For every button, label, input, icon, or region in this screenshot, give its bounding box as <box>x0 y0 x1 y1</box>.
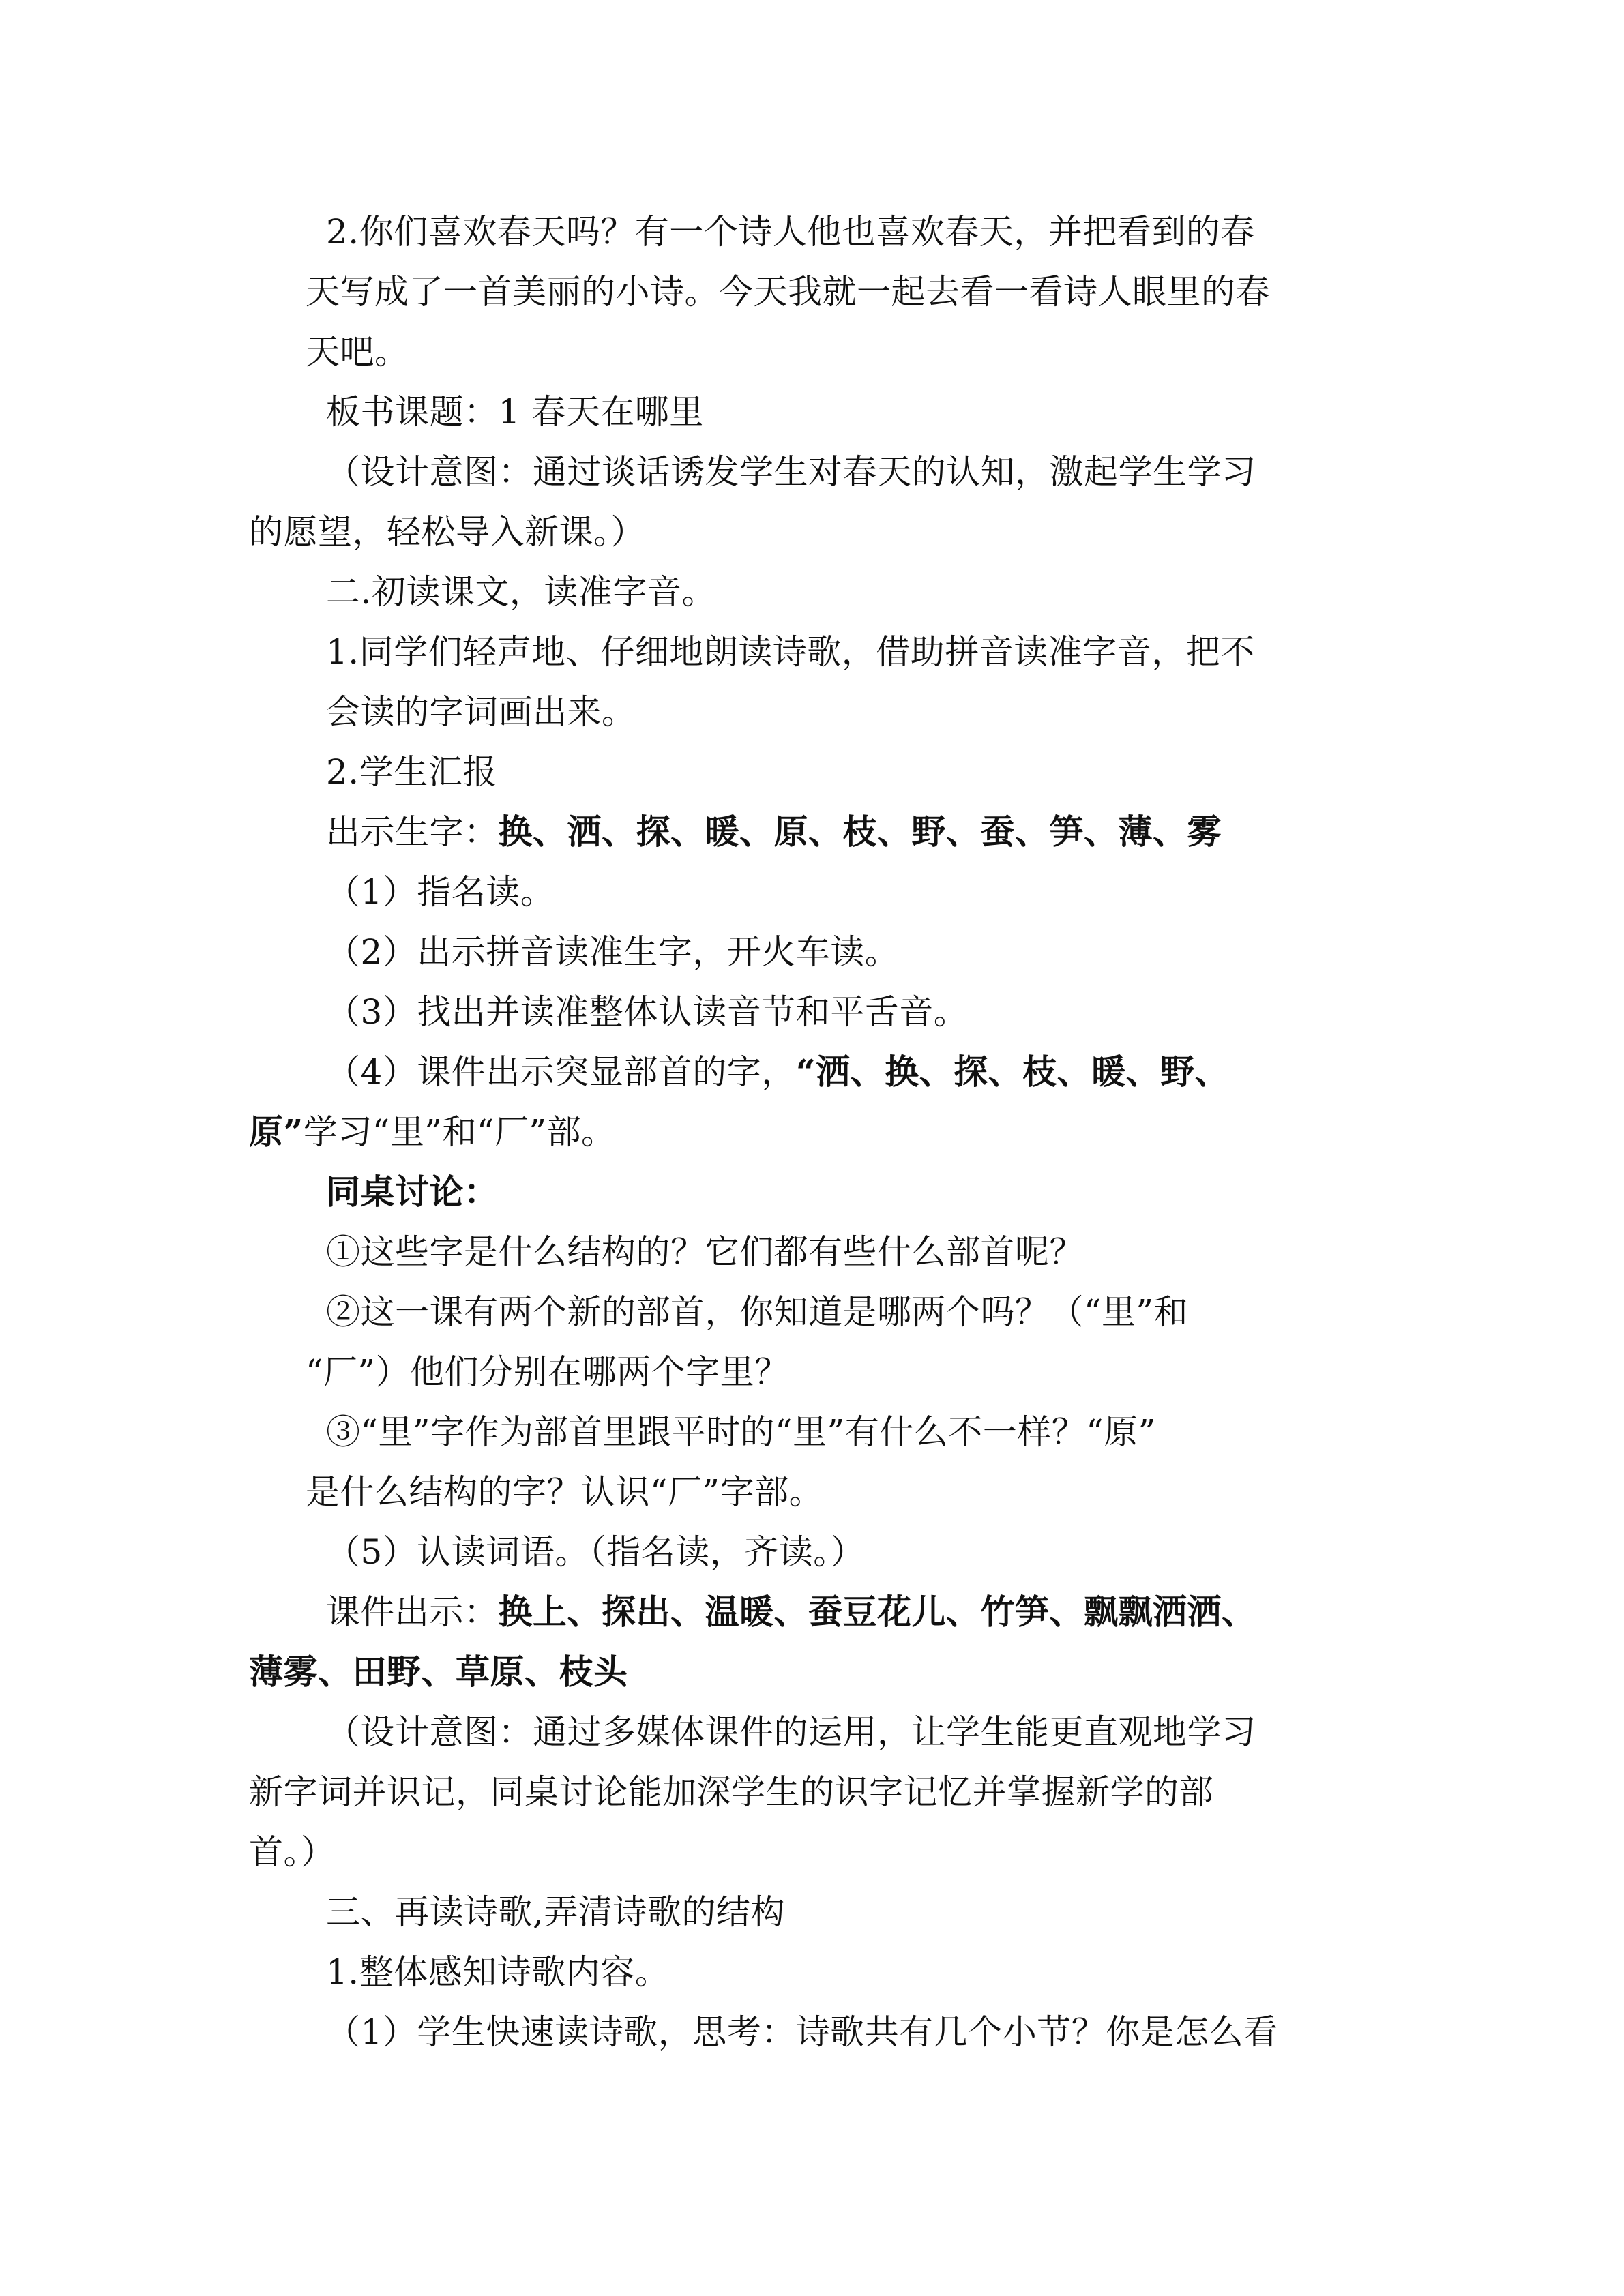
bold-characters: “洒、换、探、枝、暖、野、 <box>795 1052 1230 1092</box>
question-line: ②这一课有两个新的部首，你知道是哪两个吗？（“里”和 <box>326 1292 1189 1332</box>
new-characters-line <box>326 811 1222 852</box>
discussion-heading: 同桌讨论： <box>326 1172 499 1212</box>
design-intent-line: （设计意图：通过谈话诱发学生对春天的认知，激起学生学习 <box>326 452 1256 492</box>
courseware-words-line <box>326 1592 1256 1632</box>
paragraph-line: 天写成了一首美丽的小诗。今天我就一起去看一看诗人眼里的春 <box>306 272 1270 312</box>
list-item: （5）认读词语。（指名读，齐读。） <box>326 1532 866 1572</box>
paragraph-line: 1.整体感知诗歌内容。 <box>326 1952 670 1992</box>
question-line: 是什么结构的字？认识“厂”字部。 <box>306 1472 824 1512</box>
line-prefix: 课件出示： <box>326 1592 499 1632</box>
paragraph-line <box>249 1112 616 1152</box>
line-prefix: （4）课件出示突显部首的字， <box>326 1052 796 1092</box>
line-suffix: 学习“里”和“厂”部。 <box>303 1112 616 1152</box>
paragraph-line: 会读的字词画出来。 <box>326 692 636 732</box>
bold-characters: 原” <box>249 1112 304 1152</box>
question-line: “厂”）他们分别在哪两个字里？ <box>306 1352 789 1392</box>
line-prefix: 出示生字： <box>326 812 499 852</box>
section-heading: 三、再读诗歌,弄清诗歌的结构 <box>326 1892 785 1932</box>
paragraph-line: 2.你们喜欢春天吗？有一个诗人他也喜欢春天，并把看到的春 <box>326 212 1255 252</box>
design-intent-line: 的愿望，轻松导入新课。） <box>249 512 645 552</box>
list-item: （1）指名读。 <box>326 872 555 912</box>
board-title-line: 板书课题：1 春天在哪里 <box>326 392 704 432</box>
paragraph-line: 1.同学们轻声地、仔细地朗读诗歌，借助拼音读准字音，把不 <box>326 632 1255 672</box>
list-item: （3）找出并读准整体认读音节和平舌音。 <box>326 992 969 1032</box>
bold-words-line: 薄雾、田野、草原、枝头 <box>249 1652 628 1692</box>
question-line: ③“里”字作为部首里跟平时的“里”有什么不一样？“原” <box>326 1412 1156 1452</box>
section-heading: 二.初读课文，读准字音。 <box>326 572 716 612</box>
design-intent-line: 首。） <box>249 1832 336 1872</box>
list-item: （1）学生快速读诗歌，思考：诗歌共有几个小节？你是怎么看 <box>326 2012 1278 2052</box>
question-line: ①这些字是什么结构的？它们都有些什么部首呢？ <box>326 1232 1084 1272</box>
bold-characters: 换、洒、探、暖、原、枝、野、蚕、笋、薄、雾 <box>498 811 1222 852</box>
bold-words: 换上、探出、温暖、蚕豆花儿、竹笋、飘飘洒洒、 <box>498 1592 1256 1632</box>
paragraph-line: 2.学生汇报 <box>326 752 497 792</box>
list-item <box>326 1052 1229 1092</box>
design-intent-line: （设计意图：通过多媒体课件的运用，让学生能更直观地学习 <box>326 1712 1256 1752</box>
design-intent-line: 新字词并识记，同桌讨论能加深学生的识字记忆并掌握新学的部 <box>249 1772 1213 1812</box>
list-item: （2）出示拼音读准生字，开火车读。 <box>326 932 900 972</box>
paragraph-line: 天吧。 <box>306 332 409 372</box>
